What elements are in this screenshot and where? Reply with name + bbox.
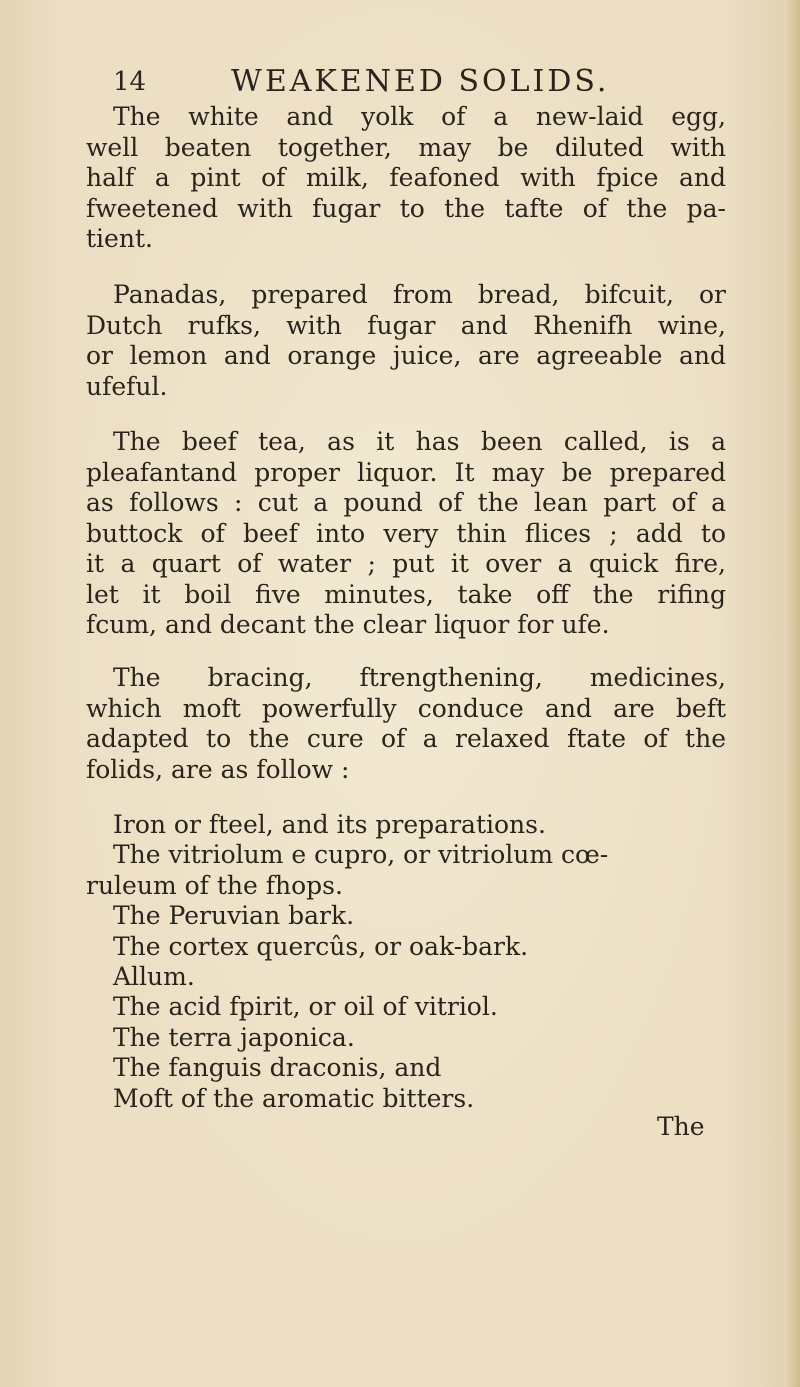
text-line: pleafantand proper liquor. It may be prepared	[86, 457, 726, 487]
text-line: ufeful.	[86, 371, 168, 401]
text-line: it a quart of water ; put it over a quick fire,	[86, 549, 726, 578]
page-edge-shadow	[786, 0, 800, 1387]
text-line: half a pint of milk, feafoned with fpice and	[86, 163, 726, 192]
text-line: The white and yolk of a new-laid egg,	[113, 102, 726, 131]
text-line: let it boil five minutes, take off the rifing	[86, 579, 726, 609]
list-item: The acid fpirit, or oil of vitriol.	[113, 992, 498, 1022]
page-number: 14	[113, 67, 147, 97]
paragraph-panadas	[86, 280, 726, 402]
list-item: The Peruvian bark.	[113, 901, 355, 931]
text-line: fweetened with fugar to the tafte of the pa-	[86, 193, 726, 223]
text-line: as follows : cut a pound of the lean part of a	[86, 488, 726, 517]
catchword: The	[657, 1112, 705, 1141]
paragraph-egg-drink	[86, 102, 726, 255]
text-line: tient.	[86, 224, 153, 253]
text-line: well beaten together, may be diluted with	[86, 132, 726, 162]
list-item: The vitriolum e cupro, or vitriolum cœ-	[113, 840, 609, 870]
text-line: buttock of beef into very thin flices ; add to	[86, 518, 726, 548]
text-line: Panadas, prepared from bread, bifcuit, or	[113, 280, 726, 309]
text-line: which moft powerfully conduce and are beft	[86, 693, 726, 723]
list-item: The terra japonica.	[113, 1022, 355, 1052]
list-item: Allum.	[113, 962, 195, 992]
remedies-list	[86, 810, 713, 1114]
text-line: The bracing, ftrengthening, medicines,	[113, 663, 726, 692]
running-title: WEAKENED SOLIDS.	[231, 64, 610, 99]
list-item: Iron or fteel, and its preparations.	[113, 810, 546, 839]
paragraph-bracing-medicines	[86, 663, 726, 785]
text-line: fcum, and decant the clear liquor for ufe.	[86, 610, 610, 639]
text-line: Dutch rufks, with fugar and Rhenifh wine,	[86, 310, 726, 340]
list-item: ruleum of the fhops.	[86, 870, 343, 900]
list-item: Moft of the aromatic bitters.	[113, 1083, 475, 1113]
text-line: adapted to the cure of a relaxed ftate of the	[86, 724, 726, 753]
list-item: The fanguis draconis, and	[113, 1053, 442, 1083]
text-line: folids, are as follow :	[86, 754, 350, 784]
text-line: or lemon and orange juice, are agreeable and	[86, 341, 726, 370]
paragraph-beef-tea	[86, 427, 726, 641]
text-line: The beef tea, as it has been called, is a	[113, 427, 726, 456]
list-item: The cortex quercûs, or oak-bark.	[113, 931, 529, 961]
